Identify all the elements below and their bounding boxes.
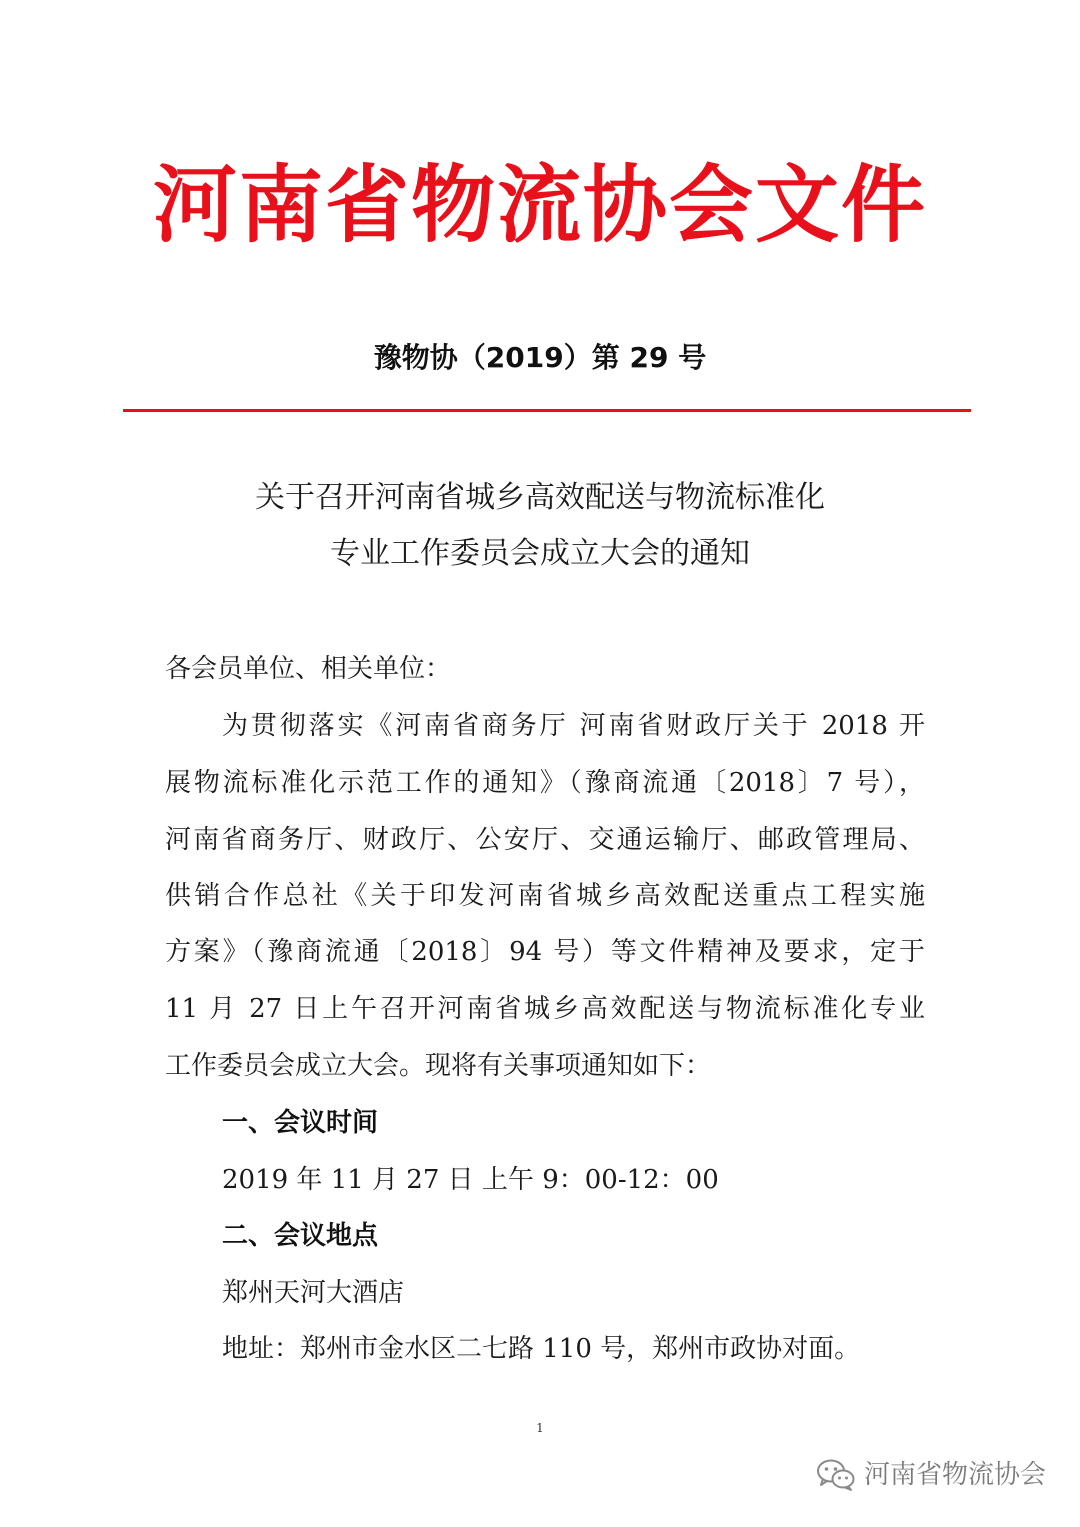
paragraph-line: 为贯彻落实《河南省商务厅 河南省财政厅关于 2018 开 — [222, 711, 925, 741]
meeting-time: 2019 年 11 月 27 日 上午 9：00-12：00 — [222, 1165, 719, 1195]
paragraph-line: 11 月 27 日上午召开河南省城乡高效配送与物流标准化专业 — [165, 994, 925, 1024]
page-number: 1 — [536, 1421, 544, 1435]
document-number: 豫物协（2019）第 29 号 — [373, 341, 707, 374]
notice-title-line-1: 关于召开河南省城乡高效配送与物流标准化 — [255, 480, 825, 515]
paragraph-line: 方案》（豫商流通〔2018〕94 号）等文件精神及要求，定于 — [165, 937, 925, 967]
red-divider — [123, 409, 971, 412]
section-heading-venue: 二、会议地点 — [222, 1221, 379, 1251]
paragraph-line: 展物流标准化示范工作的通知》（豫商流通〔2018〕7 号）， — [165, 768, 925, 798]
section-heading-time: 一、会议时间 — [222, 1108, 379, 1138]
meeting-address: 地址：郑州市金水区二七路 110 号，郑州市政协对面。 — [222, 1334, 861, 1364]
salutation: 各会员单位、相关单位： — [165, 654, 452, 684]
paragraph-line: 工作委员会成立大会。现将有关事项通知如下： — [165, 1051, 712, 1081]
notice-title-line-2: 专业工作委员会成立大会的通知 — [330, 536, 750, 571]
paragraph-line: 河南省商务厅、财政厅、公安厅、交通运输厅、邮政管理局、 — [165, 825, 925, 855]
meeting-venue: 郑州天河大酒店 — [222, 1278, 405, 1308]
watermark-text: 河南省物流协会 — [863, 1460, 1046, 1490]
masthead-title: 河南省物流协会文件 — [152, 156, 927, 254]
wechat-watermark — [816, 1455, 1046, 1495]
paragraph-line: 供销合作总社《关于印发河南省城乡高效配送重点工程实施 — [165, 881, 925, 911]
wechat-icon — [816, 1458, 856, 1492]
